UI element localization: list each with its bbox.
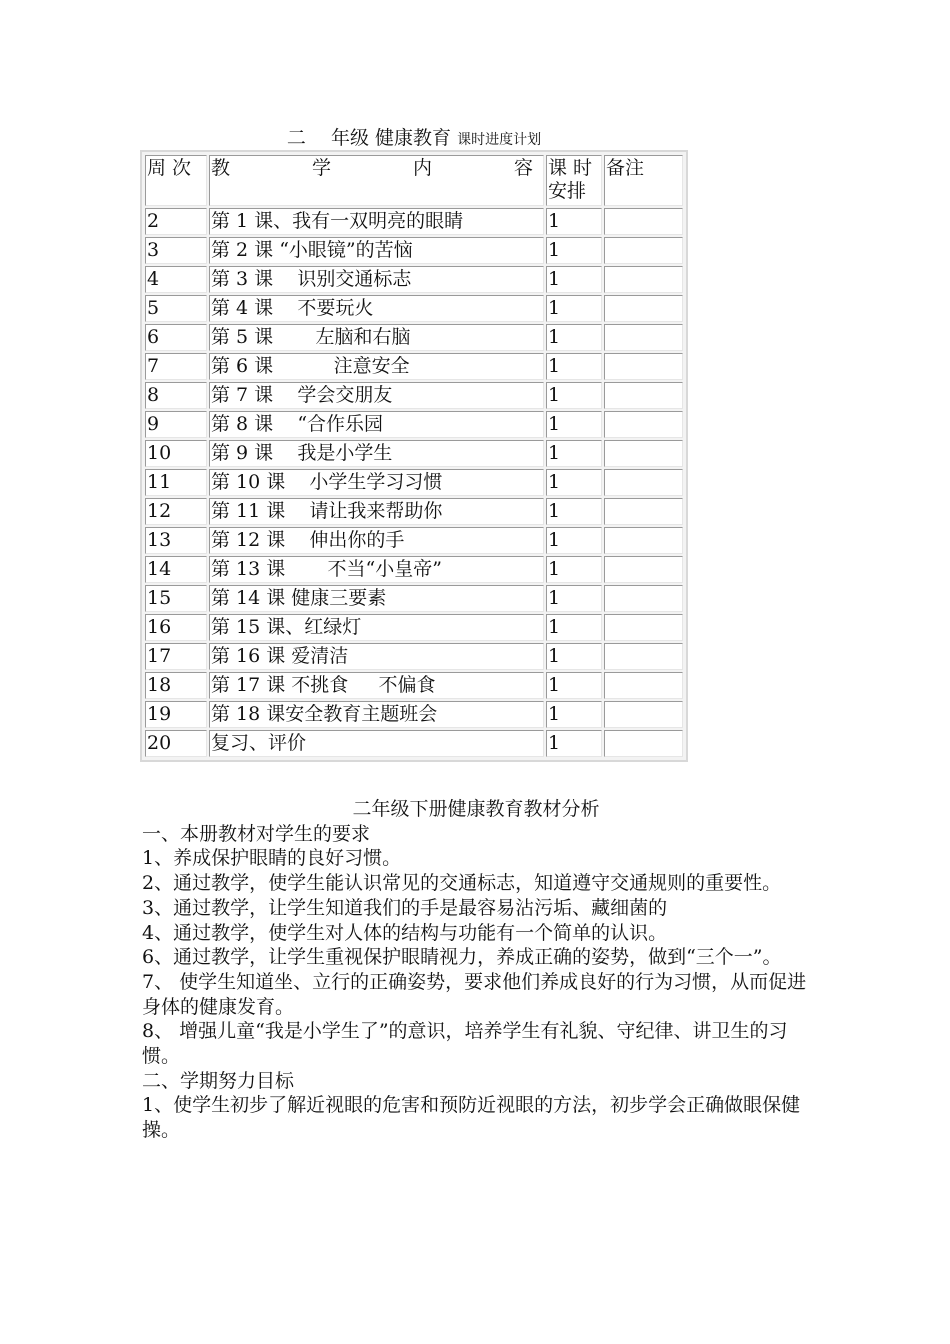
cell-week: 7 [145,353,207,380]
cell-hours: 1 [546,527,602,554]
cell-week: 19 [145,701,207,728]
analysis-paragraph: 1、使学生初步了解近视眼的危害和预防近视眼的方法，初步学会正确做眼保健操。 [142,1094,801,1142]
schedule-table [140,150,688,762]
table-row [145,382,683,409]
cell-content: 第 14 课 健康三要素 [209,585,544,612]
cell-notes [604,411,683,438]
cell-week: 18 [145,672,207,699]
cell-week: 11 [145,469,207,496]
cell-content: 第 13 课 不当“小皇帝” [209,556,544,583]
cell-notes [604,353,683,380]
cell-notes [604,556,683,583]
analysis-paragraph: 8、 增强儿童“我是小学生了”的意识，培养学生有礼貌、守纪律、讲卫生的习惯。 [142,1020,788,1068]
cell-content: 第 11 课 请让我来帮助你 [209,498,544,525]
table-row [145,324,683,351]
title-subject: 健康教育 [375,127,452,149]
cell-week: 3 [145,237,207,264]
cell-content: 第 15 课、红绿灯 [209,614,544,641]
title-level: 年级 [330,127,369,149]
table-row [145,585,683,612]
analysis-title: 二年级下册健康教育教材分析 [352,798,600,820]
cell-hours: 1 [546,498,602,525]
cell-week: 16 [145,614,207,641]
cell-notes [604,440,683,467]
cell-notes [604,672,683,699]
cell-notes [604,237,683,264]
table-header-row [145,155,683,206]
cell-content: 第 3 课 识别交通标志 [209,266,544,293]
header-hours: 课 时安排 [546,155,602,206]
table-row [145,237,683,264]
title-grade: 二 [286,127,306,149]
cell-hours: 1 [546,672,602,699]
table-row [145,295,683,322]
cell-week: 4 [145,266,207,293]
cell-hours: 1 [546,295,602,322]
cell-content: 第 12 课 伸出你的手 [209,527,544,554]
table-row [145,730,683,757]
cell-notes [604,730,683,757]
cell-hours: 1 [546,324,602,351]
textbook-analysis [142,797,810,1143]
cell-content: 第 8 课 “合作乐园 [209,411,544,438]
cell-week: 15 [145,585,207,612]
table-row [145,498,683,525]
table-row [145,440,683,467]
table-row [145,556,683,583]
cell-hours: 1 [546,353,602,380]
table-row [145,643,683,670]
cell-notes [604,382,683,409]
cell-content: 第 1 课、我有一双明亮的眼睛 [209,208,544,235]
cell-notes [604,585,683,612]
cell-week: 13 [145,527,207,554]
cell-week: 2 [145,208,207,235]
cell-notes [604,643,683,670]
analysis-paragraph: 3、通过教学，让学生知道我们的手是最容易沾污垢、藏细菌的 [142,896,668,919]
table-row [145,208,683,235]
cell-hours: 1 [546,266,602,293]
cell-hours: 1 [546,382,602,409]
cell-hours: 1 [546,730,602,757]
cell-week: 14 [145,556,207,583]
table-row [145,469,683,496]
cell-week: 8 [145,382,207,409]
cell-content: 第 16 课 爱清洁 [209,643,544,670]
analysis-paragraph: 一、本册教材对学生的要求 [142,822,371,845]
cell-week: 20 [145,730,207,757]
analysis-paragraph: 7、 使学生知道坐、立行的正确姿势，要求他们养成良好的行为习惯，从而促进身体的健康发育。 [142,970,807,1018]
cell-content: 第 7 课 学会交朋友 [209,382,544,409]
cell-content: 第 6 课 注意安全 [209,353,544,380]
cell-hours: 1 [546,556,602,583]
table-row [145,527,683,554]
header-notes: 备注 [604,155,683,206]
cell-week: 5 [145,295,207,322]
cell-notes [604,498,683,525]
cell-week: 6 [145,324,207,351]
cell-content: 第 4 课 不要玩火 [209,295,544,322]
cell-hours: 1 [546,643,602,670]
header-content: 教学内容 [209,155,544,206]
analysis-body [142,822,810,1143]
plan-title [140,127,688,151]
cell-content: 复习、评价 [209,730,544,757]
analysis-paragraph: 6、通过教学，让学生重视保护眼睛视力，养成正确的姿势，做到“三个一”。 [142,946,782,969]
cell-notes [604,701,683,728]
cell-content: 第 5 课 左脑和右脑 [209,324,544,351]
cell-hours: 1 [546,585,602,612]
table-row [145,614,683,641]
analysis-paragraph: 1、养成保护眼睛的良好习惯。 [142,847,402,870]
cell-content: 第 2 课 “小眼镜”的苦恼 [209,237,544,264]
cell-hours: 1 [546,208,602,235]
cell-week: 9 [145,411,207,438]
cell-notes [604,614,683,641]
analysis-paragraph: 二、学期努力目标 [142,1069,295,1092]
cell-hours: 1 [546,237,602,264]
cell-hours: 1 [546,469,602,496]
cell-week: 10 [145,440,207,467]
cell-notes [604,469,683,496]
cell-hours: 1 [546,440,602,467]
cell-week: 12 [145,498,207,525]
cell-hours: 1 [546,614,602,641]
title-gap [306,127,331,149]
cell-notes [604,208,683,235]
table-row [145,411,683,438]
table-row [145,353,683,380]
cell-hours: 1 [546,701,602,728]
table-row [145,701,683,728]
cell-content: 第 18 课安全教育主题班会 [209,701,544,728]
cell-hours: 1 [546,411,602,438]
table-row [145,266,683,293]
analysis-paragraph: 2、通过教学，使学生能认识常见的交通标志，知道遵守交通规则的重要性。 [142,872,782,895]
cell-notes [604,527,683,554]
cell-notes [604,266,683,293]
analysis-paragraph: 4、通过教学，使学生对人体的结构与功能有一个简单的认识。 [142,921,668,944]
table-row [145,672,683,699]
cell-notes [604,295,683,322]
title-suffix: 课时进度计划 [457,132,542,148]
cell-content: 第 17 课 不挑食 不偏食 [209,672,544,699]
header-week: 周 次 [145,155,207,206]
cell-content: 第 10 课 小学生学习习惯 [209,469,544,496]
cell-week: 17 [145,643,207,670]
cell-notes [604,324,683,351]
cell-content: 第 9 课 我是小学生 [209,440,544,467]
